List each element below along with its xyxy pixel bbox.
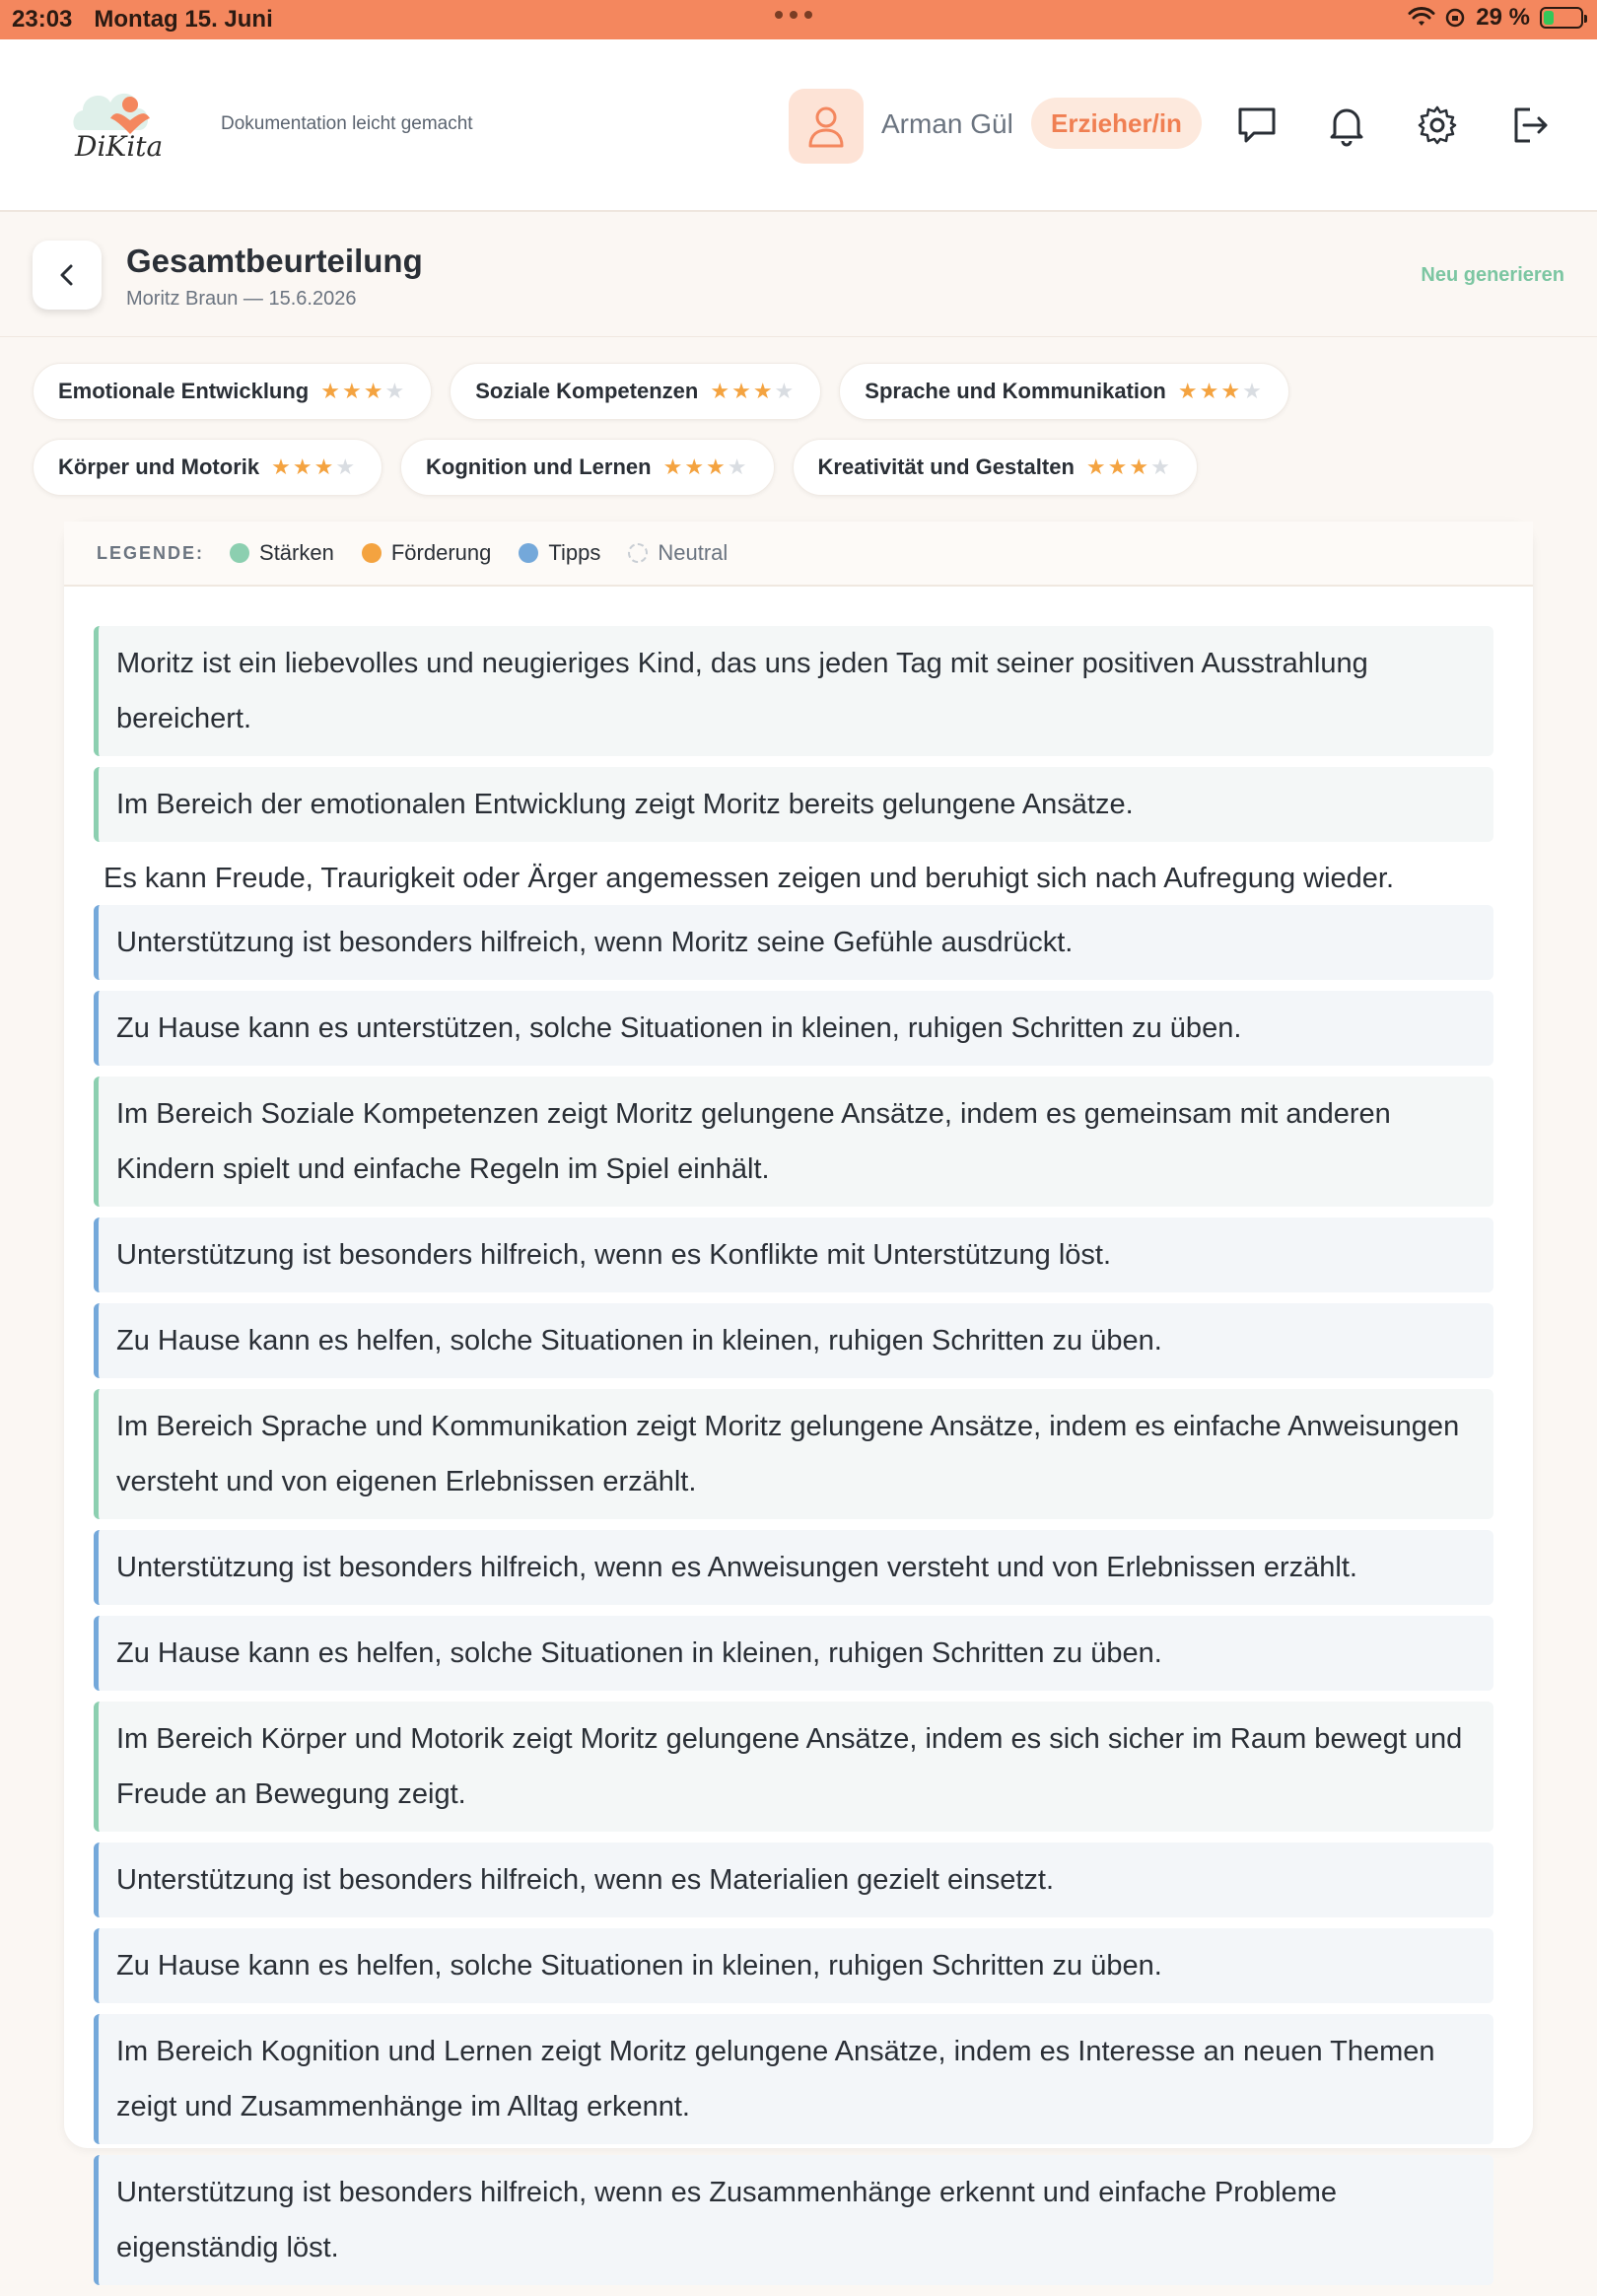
assessment-paragraph-strength[interactable]: Im Bereich Körper und Motorik zeigt Moritz gelungene Ansätze, indem es sich sicher im Raum bewegt und Freude an Bewegung zeigt. <box>94 1702 1493 1832</box>
star-icon: ★ <box>341 379 364 403</box>
chevron-left-icon <box>57 261 77 289</box>
assessment-paragraph-strength[interactable]: Im Bereich der emotionalen Entwicklung zeigt Moritz bereits gelungene Ansätze. <box>94 767 1493 842</box>
legend-label: Förderung <box>390 540 492 565</box>
star-icon: ★ <box>710 379 732 403</box>
assessment-paragraph-tip[interactable]: Im Bereich Kognition und Lernen zeigt Moritz gelungene Ansätze, indem es Interesse an neuen Themen zeigt und Zusammenhänge im Alltag erkennt. <box>94 2014 1493 2144</box>
legend-item-neutral <box>628 540 728 566</box>
status-indicators <box>1409 4 1583 32</box>
regenerate-button[interactable]: Neu generieren <box>1421 264 1564 286</box>
assessment-paragraph-strength[interactable]: Moritz ist ein liebevolles und neugieriges Kind, das uns jeden Tag mit seiner positiven Ausstrahlung bereichert. <box>94 626 1493 756</box>
category-label: Soziale Kompetenzen <box>475 379 699 403</box>
assessment-paragraphs <box>94 626 1493 2296</box>
legend-item-support <box>362 540 492 566</box>
star-icon: ★ <box>684 454 707 479</box>
category-chips <box>33 363 1570 515</box>
category-label: Kreativität und Gestalten <box>817 454 1075 479</box>
tagline: Dokumentation leicht gemacht <box>221 113 473 134</box>
star-icon: ★ <box>1220 379 1243 403</box>
legend-label: Tipps <box>548 540 601 565</box>
category-chip[interactable] <box>400 439 774 496</box>
star-icon: ★ <box>1177 379 1200 403</box>
user-icon <box>806 104 846 148</box>
page-subtitle: Moritz Braun — 15.6.2026 <box>126 288 357 310</box>
star-icon: ★ <box>320 379 342 403</box>
back-button[interactable] <box>33 241 102 310</box>
category-chip[interactable] <box>793 439 1198 496</box>
star-icon: ★ <box>1150 454 1172 479</box>
category-label: Kognition und Lernen <box>426 454 652 479</box>
legend-dot-neutral <box>628 543 648 563</box>
star-icon: ★ <box>271 454 293 479</box>
user-name: Arman Gül <box>881 108 1013 139</box>
legend-item-tips <box>519 540 600 566</box>
legend-title: LEGENDE: <box>97 542 205 563</box>
category-chip[interactable] <box>839 363 1289 420</box>
star-icon: ★ <box>1242 379 1264 403</box>
category-label: Emotionale Entwicklung <box>58 379 310 403</box>
assessment-paragraph-strength[interactable]: Im Bereich Soziale Kompetenzen zeigt Moritz gelungene Ansätze, indem es gemeinsam mit anderen Kindern spielt und einfache Regeln im Spiel einhält. <box>94 1077 1493 1207</box>
legend-dot <box>230 543 249 563</box>
star-icon: ★ <box>706 454 728 479</box>
assessment-paragraph-tip[interactable]: Unterstützung ist besonders hilfreich, wenn es Materialien gezielt einsetzt. <box>94 1843 1493 1917</box>
assessment-card <box>64 522 1533 2263</box>
logo-text: DiKita <box>75 130 164 163</box>
status-time: 23:03 <box>12 6 73 33</box>
category-chip[interactable] <box>33 363 432 420</box>
star-icon: ★ <box>662 454 685 479</box>
wifi-icon <box>1409 8 1434 28</box>
star-rating <box>320 379 406 404</box>
star-rating <box>710 379 796 404</box>
star-icon: ★ <box>363 379 385 403</box>
multitasking-dots-icon[interactable] <box>775 11 812 19</box>
star-rating <box>663 454 749 480</box>
chat-icon[interactable] <box>1234 103 1280 148</box>
star-icon: ★ <box>1085 454 1108 479</box>
category-chip[interactable] <box>33 439 382 496</box>
star-icon: ★ <box>313 454 336 479</box>
assessment-paragraph-tip[interactable]: Unterstützung ist besonders hilfreich, wenn Moritz seine Gefühle ausdrückt. <box>94 905 1493 980</box>
battery-icon <box>1540 7 1583 29</box>
star-icon: ★ <box>731 379 753 403</box>
star-rating <box>271 454 357 480</box>
page-title-bar <box>0 213 1597 337</box>
category-chip[interactable] <box>450 363 821 420</box>
status-bar <box>0 0 1597 39</box>
star-icon: ★ <box>292 454 314 479</box>
legend-label: Neutral <box>658 540 729 565</box>
star-icon: ★ <box>774 379 797 403</box>
star-rating <box>1086 454 1172 480</box>
assessment-paragraph-tip[interactable]: Unterstützung ist besonders hilfreich, wenn es Konflikte mit Unterstützung löst. <box>94 1218 1493 1292</box>
star-icon: ★ <box>335 454 358 479</box>
page-title: Gesamtbeurteilung <box>126 243 423 279</box>
category-label: Sprache und Kommunikation <box>865 379 1166 403</box>
legend <box>64 522 1533 587</box>
star-icon: ★ <box>384 379 407 403</box>
assessment-paragraph-tip[interactable]: Zu Hause kann es helfen, solche Situationen in kleinen, ruhigen Schritten zu üben. <box>94 1303 1493 1378</box>
legend-item-strengths <box>230 540 334 566</box>
logout-icon[interactable] <box>1506 103 1552 148</box>
star-icon: ★ <box>752 379 775 403</box>
star-rating <box>1178 379 1264 404</box>
assessment-paragraph-tip[interactable]: Unterstützung ist besonders hilfreich, wenn es Anweisungen versteht und von Erlebnissen erzählt. <box>94 1530 1493 1605</box>
battery-percent: 29 % <box>1476 4 1530 31</box>
legend-label: Stärken <box>259 540 334 565</box>
app-header <box>0 39 1597 212</box>
star-icon: ★ <box>1199 379 1221 403</box>
star-icon: ★ <box>727 454 749 479</box>
assessment-paragraph-tip[interactable]: Unterstützung ist besonders hilfreich, wenn es Zusammenhänge erkennt und einfache Probleme eigenständig löst. <box>94 2155 1493 2285</box>
category-label: Körper und Motorik <box>58 454 260 479</box>
assessment-paragraph-strength[interactable]: Im Bereich Sprache und Kommunikation zeigt Moritz gelungene Ansätze, indem es einfache Anweisungen versteht und von eigenen Erlebnissen erzählt. <box>94 1389 1493 1519</box>
star-icon: ★ <box>1129 454 1151 479</box>
gear-icon[interactable] <box>1415 103 1460 148</box>
role-badge: Erzieher/in <box>1031 98 1202 149</box>
orientation-lock-icon <box>1444 7 1466 29</box>
assessment-paragraph-tip[interactable]: Zu Hause kann es helfen, solche Situationen in kleinen, ruhigen Schritten zu üben. <box>94 1928 1493 2003</box>
legend-dot <box>519 543 538 563</box>
bell-icon[interactable] <box>1324 103 1369 148</box>
assessment-paragraph-neutral[interactable]: Es kann Freude, Traurigkeit oder Ärger angemessen zeigen und beruhigt sich nach Aufregung wieder. <box>104 863 1395 894</box>
avatar[interactable] <box>789 89 864 164</box>
star-icon: ★ <box>1107 454 1130 479</box>
assessment-paragraph-tip[interactable]: Zu Hause kann es helfen, solche Situationen in kleinen, ruhigen Schritten zu üben. <box>94 1616 1493 1691</box>
status-date: Montag 15. Juni <box>94 6 273 33</box>
assessment-paragraph-tip[interactable]: Zu Hause kann es unterstützen, solche Situationen in kleinen, ruhigen Schritten zu üben. <box>94 991 1493 1066</box>
legend-dot <box>362 543 382 563</box>
